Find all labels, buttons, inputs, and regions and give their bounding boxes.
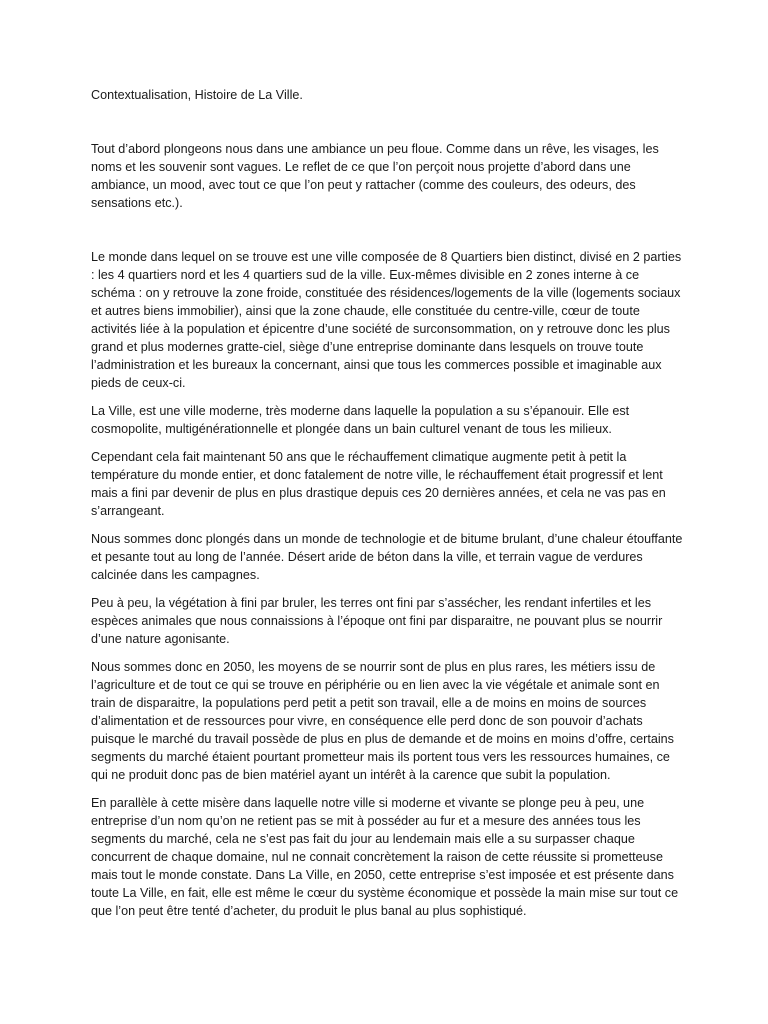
paragraph-city: La Ville, est une ville moderne, très moderne dans laquelle la population a su s’épanouir. Elle est cosmopolite, multigénérationnelle et plongée dans un bain culturel venant de tous les milieux. <box>91 404 630 436</box>
paragraph-world: Le monde dans lequel on se trouve est une ville composée de 8 Quartiers bien distinct, divisé en 2 parties : les 4 quartiers nord et les 4 quartiers sud de la ville. Eux-mêmes divisible en 2 zones interne à ce schéma : on y retrouve la zone froide, constituée des résidences/logements de la ville (logements sociaux et autres biens immobilier), ainsi que la zone chaude, elle constituée du centre-ville, cœur de toute activités liée à la population et épicentre d’une société de surconsommation, on y retrouve donc les plus grand et plus modernes gratte-ciel, siège d’une entreprise dominante dans lesquels on trouve toute l’administration et les bureaux la concernant, ainsi que tous les commerces possible et imaginable aux pieds de ceux-ci. <box>91 250 682 390</box>
document-title: Contextualisation, Histoire de La Ville. <box>91 88 303 102</box>
paragraph-vegetation: Peu à peu, la végétation à fini par bruler, les terres ont fini par s’assécher, les rendant infertiles et les espèces animales que nous connaissions à l’époque ont fini par disparaitre, ne pouvant plus se nourrir d’une nature agonisante. <box>91 596 663 646</box>
document-page <box>91 86 683 930</box>
paragraph-intro: Tout d’abord plongeons nous dans une ambiance un peu floue. Comme dans un rêve, les visages, les noms et les souvenir sont vagues. Le reflet de ce que l’on perçoit nous projette d’abord dans une ambiance, un mood, avec tout ce que l’on peut y rattacher (comme des couleurs, des odeurs, des sensations etc.). <box>91 142 659 210</box>
paragraph-heat: Nous sommes donc plongés dans un monde de technologie et de bitume brulant, d’une chaleur étouffante et pesante tout au long de l’année. Désert aride de béton dans la ville, et terrain vague de verdures calcinée dans les campagnes. <box>91 532 683 582</box>
paragraph-climate: Cependant cela fait maintenant 50 ans que le réchauffement climatique augmente petit à petit la température du monde entier, et donc fatalement de notre ville, le réchauffement était progressif et lent mais a fini par devenir de plus en plus drastique depuis ces 20 dernières années, et cela ne vas pas en s’arrangeant. <box>91 450 666 518</box>
paragraph-2050: Nous sommes donc en 2050, les moyens de se nourrir sont de plus en plus rares, les métiers issu de l’agriculture et de tout ce qui se trouve en périphérie ou en lien avec la vie végétale et animale sont en train de disparaitre, la populations perd petit a petit son travail, elle a de moins en moins de sources d’alimentation et de ressources pour vivre, en conséquence elle perd donc de son pouvoir d’achats puisque le marché du travail possède de plus en plus de demande et de moins en moins d’offre, certains segments du marché étaient pourtant prometteur mais ils portent tous vers les ressources humaines, ce qui ne produit donc pas de bien matériel ayant un intérêt à la carence que subit la population. <box>91 660 674 782</box>
paragraph-company: En parallèle à cette misère dans laquelle notre ville si moderne et vivante se plonge peu à peu, une entreprise d’un nom qu’on ne retient pas se mit à posséder au fur et a mesure des années tous les segments du marché, cela ne s’est pas fait du jour au lendemain mais elle a su surpasser chaque concurrent de chaque domaine, nul ne connait concrètement la raison de cette réussite si prometteuse mais tout le monde constate. Dans La Ville, en 2050, cette entreprise s’est imposée et est présente dans toute La Ville, en fait, elle est même le cœur du système économique et possède la main mise sur tout ce que l’on peut être tenté d’acheter, du produit le plus banal au plus sophistiqué. <box>91 796 679 918</box>
